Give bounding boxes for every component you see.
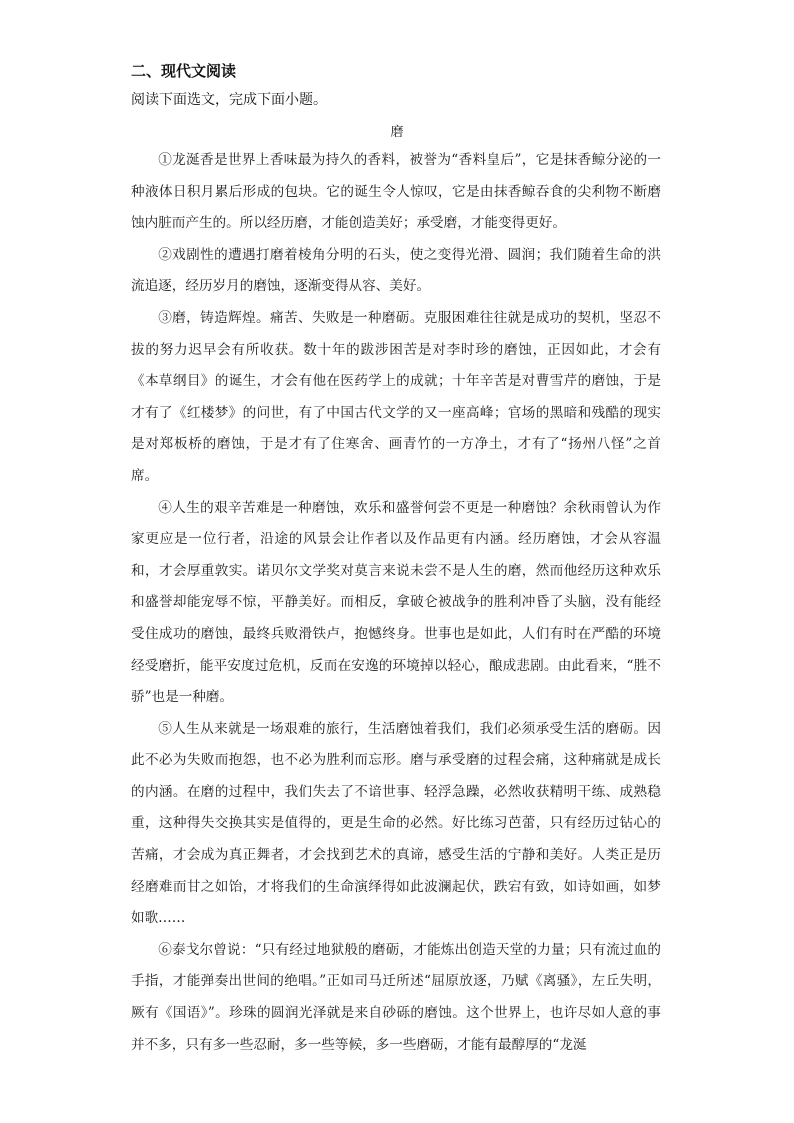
reading-instruction: 阅读下面选文，完成下面小题。: [131, 92, 327, 108]
paragraph-2: ②戏剧性的遭遇打磨着棱角分明的石头，使之变得光滑、圆润；我们随着生命的洪流追逐，经历岁月的磨蚀，逐渐变得从容、美好。: [131, 246, 661, 295]
paragraph-4: ④人生的艰辛苦难是一种磨蚀，欢乐和盛誉何尝不更是一种磨蚀？余秋雨曾认为作家更应是一位行者，沿途的风景会让作者以及作品更有内涵。经历磨蚀，才会从容温和，才会厚重敦实。诺贝尔文学奖对莫言来说未尝不是人生的磨，然而他经历这种欢乐和盛誉却能宠辱不惊，平静美好。而相反，拿破仑被战争的胜利冲昏了头脑，没有能经受住成功的磨蚀，最终兵败滑铁卢，抱憾终身。世事也是如此，人们有时在严酷的环境经受磨折，能平安度过危机，反而在安逸的环境掉以轻心，酿成悲剧。由此看来，“胜不骄”也是一种磨。: [131, 499, 661, 706]
paragraph-1: ①龙涎香是世界上香味最为持久的香料，被誉为“香料皇后”，它是抹香鲸分泌的一种液体日积月累后形成的包块。它的诞生令人惊叹，它是由抹香鲸吞食的尖利物不断磨蚀内脏而产生的。所以经历磨，才能创造美好；承受磨，才能变得更好。: [131, 152, 661, 232]
article-title: 磨: [390, 125, 404, 140]
paragraph-5: ⑤人生从来就是一场艰难的旅行，生活磨蚀着我们，我们必须承受生活的磨砺。因此不必为失败而抱怨，也不必为胜利而忘形。磨与承受磨的过程会痛，这种痛就是成长的内涵。在磨的过程中，我们失去了不谙世事、轻浮急躁，必然收获精明干练、成熟稳重，这种得失交换其实是值得的，更是生命的必然。好比练习芭蕾，只有经历过钻心的苦痛，才会成为真正舞者，才会找到艺术的真谛，感受生活的宁静和美好。人类正是历经磨难而甘之如饴，才将我们的生命演绎得如此波澜起伏，跌宕有致，如诗如画，如梦如歌……: [131, 720, 661, 927]
paragraph-6: ⑥泰戈尔曾说：“只有经过地狱般的磨砺，才能炼出创造天堂的力量；只有流过血的手指，才能弹奏出世间的绝唱。”正如司马迁所述“屈原放逐，乃赋《离骚》，左丘失明，厥有《国语》”。珍珠的圆润光泽就是来自砂砾的磨蚀。这个世界上，也许尽如人意的事并不多，只有多一些忍耐，多一些等候，多一些磨砺，才能有最醇厚的“龙涎: [131, 941, 661, 1053]
paragraph-3: ③磨，铸造辉煌。痛苦、失败是一种磨砺。克服困难往往就是成功的契机，坚忍不拔的努力迟早会有所收获。数十年的跋涉困苦是对李时珍的磨蚀，正因如此，才会有《本草纲目》的诞生，才会有他在医药学上的成就；十年辛苦是对曹雪芹的磨蚀，于是才有了《红楼梦》的问世，有了中国古代文学的又一座高峰；官场的黑暗和残酷的现实是对郑板桥的磨蚀，于是才有了住寒舍、画青竹的一方净土，才有了“扬州八怪”之首席。: [131, 309, 661, 484]
section-heading: 二、现代文阅读: [131, 62, 237, 80]
article-body: [131, 145, 661, 1061]
